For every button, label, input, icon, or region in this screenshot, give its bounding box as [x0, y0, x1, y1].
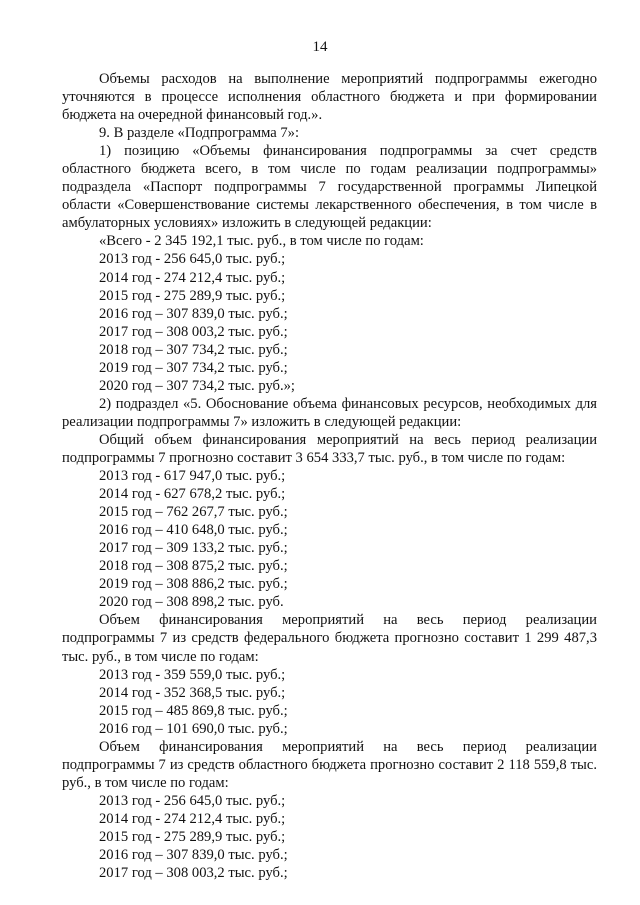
paragraph: Объем финансирования мероприятий на весь период реализации подпрограммы 7 из средств областного бюджета прогнозно составит 2 118 559,8 тыс. руб., в том числе по годам: [62, 738, 597, 791]
paragraph: Объемы расходов на выполнение мероприятий подпрограммы ежегодно уточняются в процессе исполнения областного бюджета и при формировании бюджета на очередной финансовый год.». [62, 71, 597, 124]
text-line: 2016 год – 410 648,0 тыс. руб.; [99, 522, 288, 539]
paragraph: 2) подраздел «5. Обоснование объема финансовых ресурсов, необходимых для реализации подпрограммы 7» изложить в следующей редакции: [62, 395, 597, 430]
text-line: 2015 год - 275 289,9 тыс. руб.; [99, 828, 286, 845]
text-line: 2016 год – 307 839,0 тыс. руб.; [99, 305, 288, 322]
text-line: 2020 год – 308 898,2 тыс. руб. [99, 594, 284, 611]
text-line: 2015 год - 275 289,9 тыс. руб.; [99, 287, 286, 304]
text-line: 2013 год - 617 947,0 тыс. руб.; [99, 468, 286, 485]
text-line: 2013 год - 359 559,0 тыс. руб.; [99, 666, 286, 683]
paragraph: Общий объем финансирования мероприятий на весь период реализации подпрограммы 7 прогнозно составит 3 654 333,7 тыс. руб., в том числе по годам: [62, 431, 597, 466]
text-line: 2018 год – 307 734,2 тыс. руб.; [99, 341, 288, 358]
text-line: 2014 год - 627 678,2 тыс. руб.; [99, 486, 286, 503]
text-line: 2015 год – 762 267,7 тыс. руб.; [99, 504, 288, 521]
text-line: 2014 год - 352 368,5 тыс. руб.; [99, 684, 286, 701]
page-number: 14 [312, 39, 328, 55]
text-line: 2013 год - 256 645,0 тыс. руб.; [99, 792, 286, 809]
text-line: 2017 год – 308 003,2 тыс. руб.; [99, 323, 288, 340]
text-line: 2019 год – 307 734,2 тыс. руб.; [99, 359, 288, 376]
text-line: 2019 год – 308 886,2 тыс. руб.; [99, 576, 288, 593]
text-line: «Всего - 2 345 192,1 тыс. руб., в том числе по годам: [99, 233, 424, 250]
text-line: 2017 год – 309 133,2 тыс. руб.; [99, 540, 288, 557]
text-line: 2014 год - 274 212,4 тыс. руб.; [99, 269, 286, 286]
text-line: 2014 год - 274 212,4 тыс. руб.; [99, 810, 286, 827]
text-line: 2017 год – 308 003,2 тыс. руб.; [99, 865, 288, 882]
text-line: 2018 год – 308 875,2 тыс. руб.; [99, 558, 288, 575]
text-line: 2015 год – 485 869,8 тыс. руб.; [99, 702, 288, 719]
paragraph: Объем финансирования мероприятий на весь период реализации подпрограммы 7 из средств федерального бюджета прогнозно составит 1 299 487,3 тыс. руб., в том числе по годам: [62, 612, 597, 665]
text-line: 2013 год - 256 645,0 тыс. руб.; [99, 251, 286, 268]
text-line: 9. В разделе «Подпрограмма 7»: [99, 125, 300, 142]
text-line: 2016 год – 101 690,0 тыс. руб.; [99, 720, 288, 737]
document-body [62, 70, 597, 882]
text-line: 2016 год – 307 839,0 тыс. руб.; [99, 847, 288, 864]
paragraph: 1) позицию «Объемы финансирования подпрограммы за счет средств областного бюджета всего, в том числе по годам реализации подпрограммы» подраздела «Паспорт подпрограммы 7 государственной программы Липецкой области «Совершенствование системы лекарственного обеспечения, в том числе в амбулаторных условиях» изложить в следующей редакции: [62, 143, 597, 232]
text-line: 2020 год – 307 734,2 тыс. руб.»; [99, 377, 295, 394]
